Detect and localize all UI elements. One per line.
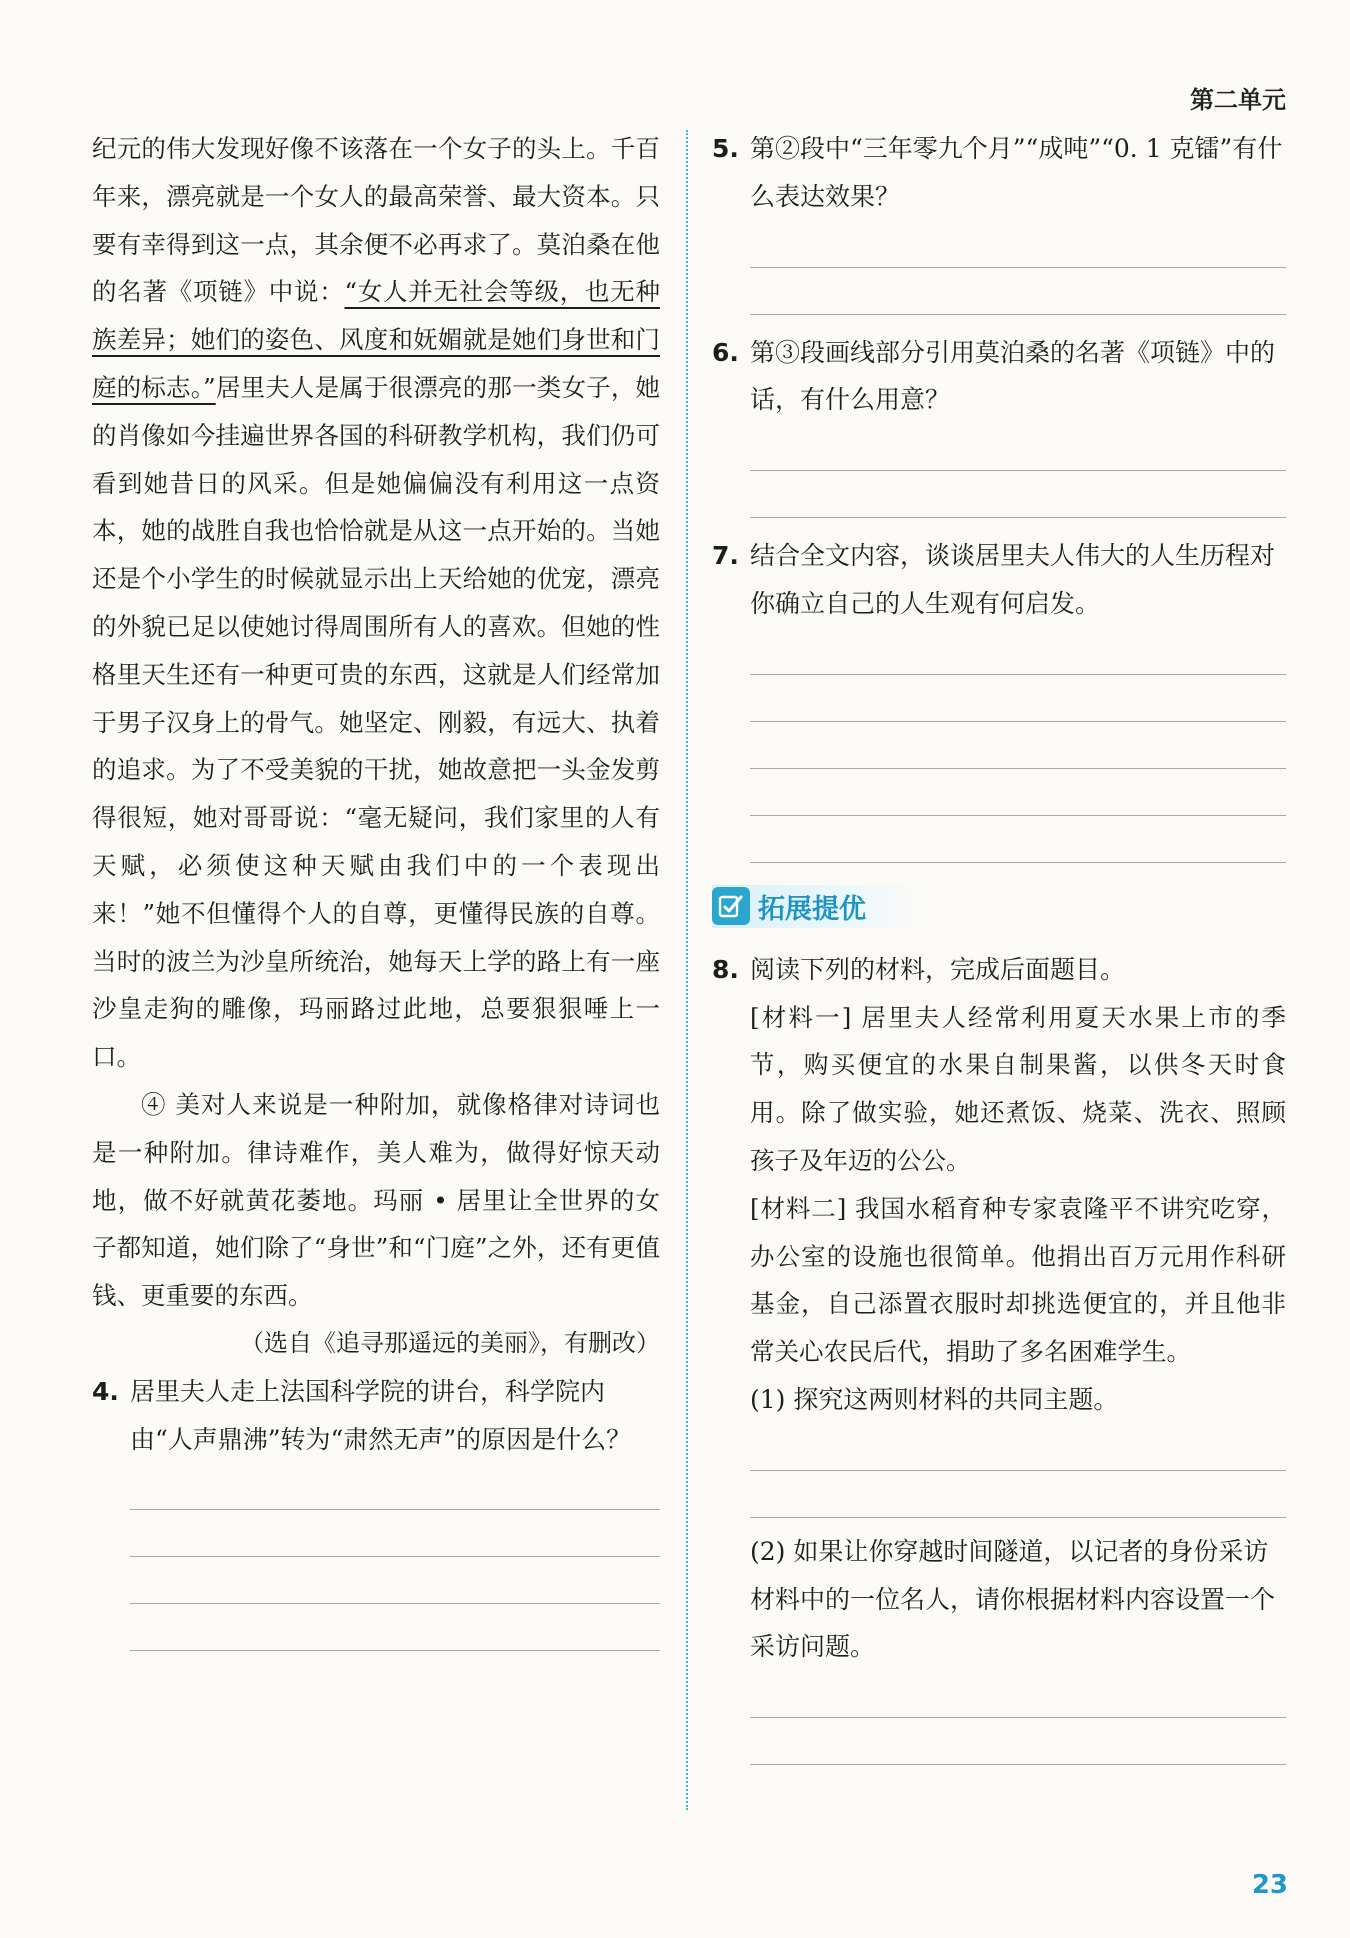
passage-text: 纪元的伟大发现好像不该落在一个女子的头上。千百年来，漂亮就是一个女人的最高荣誉、最大资本。只要有幸得到这一点，其余便不必再求了。莫泊桑在他的名著《项链》中说： <box>92 134 660 307</box>
source-citation: （选自《追寻那遥远的美丽》，有删改） <box>240 1328 660 1357</box>
material-label: [材料一] <box>750 1002 852 1032</box>
answer-line[interactable] <box>750 722 1286 769</box>
page-number: 23 <box>1251 1870 1288 1900</box>
unit-label: 第二单元 <box>1190 86 1286 114</box>
question-number: 8. <box>712 954 739 984</box>
question-text: 结合全文内容，谈谈居里夫人伟大的人生历程对你确立自己的人生观有何启发。 <box>750 541 1276 618</box>
pencil-check-icon <box>712 887 750 925</box>
extension-section-header <box>712 885 922 928</box>
question-4 <box>92 1368 660 1652</box>
answer-line[interactable] <box>750 628 1286 675</box>
answer-line[interactable] <box>130 1557 660 1604</box>
material-text: 居里夫人经常利用夏天水果上市的季节，购买便宜的水果自制果酱，以供冬天时食用。除了做实验，她还煮饭、烧菜、洗衣、照顾孩子及年迈的公公。 <box>750 1002 1286 1175</box>
question-number: 5. <box>712 134 739 163</box>
material-label: [材料二] <box>750 1193 847 1223</box>
passage-paragraph-3 <box>92 125 660 1081</box>
answer-line[interactable] <box>750 1718 1286 1765</box>
question-text: 阅读下列的材料，完成后面题目。 <box>750 954 1126 984</box>
material-two <box>712 1185 1286 1376</box>
answer-line[interactable] <box>750 424 1286 471</box>
column-divider <box>686 130 688 1810</box>
sub-question-1: (1) 探究这两则材料的共同主题。 <box>750 1384 1119 1414</box>
answer-line[interactable] <box>750 675 1286 722</box>
answer-line[interactable] <box>750 221 1286 268</box>
passage-paragraph-4: ④ 美对人来说是一种附加，就像格律对诗词也是一种附加。律诗难作，美人难为，做得好惊天动地，做不好就黄花萎地。玛丽 • 居里让全世界的女子都知道，她们除了“身世”和“门庭”之外，还有更值钱、更重要的东西。 <box>92 1089 660 1311</box>
answer-line[interactable] <box>130 1463 660 1510</box>
question-6 <box>712 329 1286 519</box>
question-number: 7. <box>712 541 739 571</box>
answer-line[interactable] <box>750 268 1286 315</box>
material-one <box>712 994 1286 1185</box>
right-column <box>712 125 1286 1765</box>
answer-line[interactable] <box>750 1671 1286 1718</box>
answer-line[interactable] <box>750 769 1286 816</box>
question-text: 居里夫人走上法国科学院的讲台，科学院内由“人声鼎沸”转为“肃然无声”的原因是什么？ <box>130 1376 632 1454</box>
answer-line[interactable] <box>750 471 1286 518</box>
answer-line[interactable] <box>750 816 1286 863</box>
sub-question-2: (2) 如果让你穿越时间隧道，以记者的身份采访材料中的一位名人，请你根据材料内容设置一个采访问题。 <box>750 1536 1276 1662</box>
answer-line[interactable] <box>750 1471 1286 1518</box>
underlined-quote: “女人并无社会等级，也无种族差异；她们的姿色、风度和妩媚就是她们身世和门庭的标志。” <box>92 277 661 402</box>
question-number: 6. <box>712 337 739 367</box>
question-text: 第②段中“三年零九个月”“成吨”“0. 1 克镭”有什么表达效果？ <box>750 134 1283 211</box>
answer-line[interactable] <box>130 1510 660 1557</box>
question-7 <box>712 532 1286 863</box>
question-5 <box>712 125 1286 315</box>
question-8 <box>712 946 1286 1765</box>
question-text: 第③段画线部分引用莫泊桑的名著《项链》中的话，有什么用意？ <box>750 337 1276 415</box>
question-number: 4. <box>92 1376 119 1406</box>
extension-title: 拓展提优 <box>758 893 866 925</box>
left-column <box>92 125 660 1651</box>
passage-text: 居里夫人是属于很漂亮的那一类女子，她的肖像如今挂遍世界各国的科研教学机构，我们仍可看到她昔日的风采。但是她偏偏没有利用这一点资本，她的战胜自我也恰恰就是从这一点开始的。当她还是个小学生的时候就显示出上天给她的优宠，漂亮的外貌已足以使她讨得周围所有人的喜欢。但她的性格里天生还有一种更可贵的东西，这就是人们经常加于男子汉身上的骨气。她坚定、刚毅，有远大、执着的追求。为了不受美貌的干扰，她故意把一头金发剪得很短，她对哥哥说：“毫无疑问，我们家里的人有天赋，必须使这种天赋由我们中的一个表现出来！”她不但懂得个人的自尊，更懂得民族的自尊。当时的波兰为沙皇所统治，她每天上学的路上有一座沙皇走狗的雕像，玛丽路过此地，总要狠狠唾上一口。 <box>92 372 661 1072</box>
answer-line[interactable] <box>130 1604 660 1651</box>
answer-line[interactable] <box>750 1424 1286 1471</box>
material-text: 我国水稻育种专家袁隆平不讲究吃穿，办公室的设施也很简单。他捐出百万元用作科研基金，自己添置衣服时却挑选便宜的，并且他非常关心农民后代，捐助了多名困难学生。 <box>750 1193 1287 1367</box>
